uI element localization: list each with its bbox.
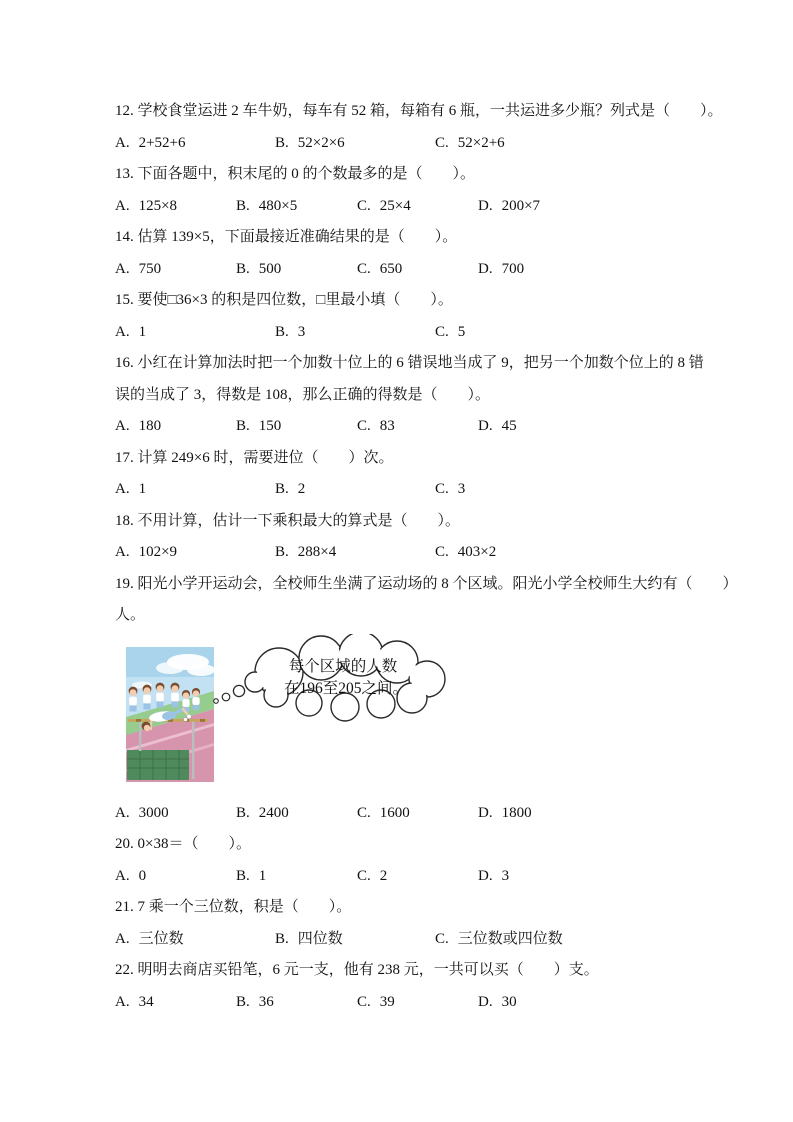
option-label: B. (275, 930, 289, 947)
option-label: C. (357, 418, 371, 434)
option-value: 500 (258, 260, 282, 277)
option-label: D. (478, 418, 493, 434)
option-value: 30 (501, 993, 517, 1010)
option-label: C. (357, 804, 371, 821)
option-label: B. (236, 867, 250, 884)
option-label: A. (115, 260, 130, 277)
question-16-option-c (357, 411, 478, 443)
option-value: 403×2 (457, 544, 497, 560)
option-label: B. (236, 197, 250, 214)
question-14-option-d (478, 254, 524, 286)
question-18-option-b (275, 537, 435, 569)
option-label: B. (236, 804, 250, 821)
question-20-options (115, 861, 733, 893)
option-value: 52×2+6 (457, 134, 505, 151)
question-13-option-b (236, 191, 357, 223)
option-value: 650 (379, 260, 403, 277)
question-16-text-line1: 16. 小红在计算加法时把一个加数十位上的 6 错误地当成了 9，把另一个加数个位上的 8 错 (115, 355, 704, 371)
question-15-option-a (115, 317, 275, 349)
question-22-option-a (115, 987, 236, 1019)
bubble-text-line1: 每个区域的人数 (288, 657, 398, 675)
question-20-option-d (478, 861, 509, 893)
question-22-options (115, 987, 733, 1019)
option-value: 1600 (379, 804, 410, 821)
option-label: C. (435, 323, 449, 340)
high-jump-illustration (115, 634, 680, 784)
question-15-text: 15. 要使□36×3 的积是四位数，□里最小填（ ）。 (115, 292, 453, 308)
option-value: 1800 (501, 804, 532, 821)
question-19-option-b (236, 798, 357, 830)
option-label: C. (435, 544, 449, 560)
option-label: B. (275, 544, 289, 560)
option-label: A. (115, 867, 130, 884)
option-value: 2 (379, 867, 388, 884)
option-label: A. (115, 323, 130, 340)
question-21-options (115, 924, 733, 956)
option-value: 1 (138, 481, 147, 497)
question-14-text: 14. 估算 139×5，下面最接近准确结果的是（ ）。 (115, 229, 458, 245)
question-12-option-a (115, 128, 275, 160)
option-label: B. (275, 481, 289, 497)
question-13-text: 13. 下面各题中，积末尾的 0 的个数最多的是（ ）。 (115, 166, 476, 182)
option-value: 83 (379, 418, 395, 434)
landing-mat (127, 750, 189, 780)
question-19-option-d (478, 798, 532, 830)
question-13-options (115, 191, 733, 223)
question-17-option-c (435, 474, 465, 506)
option-value: 25×4 (379, 197, 411, 214)
question-14-option-c (357, 254, 478, 286)
question-18-option-c (435, 537, 496, 569)
option-label: D. (478, 197, 493, 214)
option-label: C. (435, 930, 449, 947)
option-value: 3 (457, 481, 466, 497)
question-17-option-b (275, 474, 435, 506)
question-22-text: 22. 明明去商店买铅笔，6 元一支，他有 238 元，一共可以买（ ）支。 (115, 962, 599, 978)
bubble-text-line2: 在196至205之间。 (283, 679, 409, 697)
question-12-option-b (275, 128, 435, 160)
question-16-text-line2: 误的当成了 3，得数是 108，那么正确的得数是（ ）。 (115, 386, 491, 403)
option-value: 45 (501, 418, 517, 434)
question-12-option-c (435, 128, 505, 160)
question-19-text-line1: 19. 阳光小学开运动会，全校师生坐满了运动场的 8 个区域。阳光小学全校师生大约有（ ） (115, 575, 738, 592)
option-label: C. (357, 197, 371, 214)
question-18-options (115, 537, 733, 569)
question-22-option-b (236, 987, 357, 1019)
question-16-option-a (115, 411, 236, 443)
question-14-options (115, 254, 733, 286)
question-19-figure (115, 634, 733, 784)
question-19-text-line2: 人。 (115, 607, 146, 623)
question-20-text: 20. 0×38＝（ ）。 (115, 836, 251, 852)
option-value: 52×2×6 (297, 134, 345, 151)
question-15-option-b (275, 317, 435, 349)
option-label: A. (115, 804, 130, 821)
option-label: A. (115, 930, 130, 947)
option-value: 125×8 (138, 197, 178, 214)
question-17-options (115, 474, 733, 506)
question-20-option-a (115, 861, 236, 893)
option-value: 750 (138, 260, 162, 277)
question-19-option-a (115, 798, 236, 830)
option-label: C. (357, 993, 371, 1010)
question-17-text: 17. 计算 249×6 时，需要进位（ ）次。 (115, 449, 394, 466)
high-jump-photo (126, 647, 215, 782)
question-15-option-c (435, 317, 465, 349)
question-13-option-d (478, 191, 540, 223)
thought-dots (214, 685, 245, 703)
question-18-text: 18. 不用计算，估计一下乘积最大的算式是（ ）。 (115, 512, 461, 529)
option-value: 150 (258, 418, 282, 434)
option-value: 3000 (138, 804, 169, 821)
option-value: 700 (501, 260, 525, 277)
option-label: D. (478, 993, 493, 1010)
question-20-option-c (357, 861, 478, 893)
question-19-option-c (357, 798, 478, 830)
option-value: 0 (138, 867, 147, 884)
question-15-options (115, 317, 733, 349)
option-value: 1 (138, 323, 147, 340)
left-post (139, 721, 141, 751)
question-16-option-b (236, 411, 357, 443)
question-21-option-b (275, 924, 435, 956)
option-label: A. (115, 134, 130, 151)
option-value: 2+52+6 (138, 134, 186, 151)
question-20-option-b (236, 861, 357, 893)
right-post (192, 721, 194, 779)
option-value: 39 (379, 993, 395, 1010)
question-14-option-b (236, 254, 357, 286)
option-value: 3 (501, 867, 510, 884)
option-value: 3 (297, 323, 306, 340)
option-value: 四位数 (297, 930, 343, 947)
option-value: 36 (258, 993, 274, 1010)
question-22-option-c (357, 987, 478, 1019)
option-value: 288×4 (297, 544, 337, 560)
option-value: 三位数 (138, 930, 184, 947)
question-13-option-c (357, 191, 478, 223)
option-label: C. (435, 134, 449, 151)
question-12-options (115, 128, 733, 160)
option-label: A. (115, 481, 130, 497)
option-label: B. (275, 134, 289, 151)
question-16-options (115, 411, 733, 443)
option-label: C. (357, 260, 371, 277)
option-value: 180 (138, 418, 162, 434)
question-21-option-a (115, 924, 275, 956)
option-value: 102×9 (138, 544, 178, 560)
option-label: B. (236, 418, 250, 434)
option-label: A. (115, 993, 130, 1010)
question-18-option-a (115, 537, 275, 569)
question-16-option-d (478, 411, 517, 443)
option-value: 2 (297, 481, 306, 497)
option-value: 2400 (258, 804, 289, 821)
option-label: C. (357, 867, 371, 884)
option-label: B. (236, 260, 250, 277)
option-value: 34 (138, 993, 154, 1010)
question-17-option-a (115, 474, 275, 506)
option-label: D. (478, 804, 493, 821)
option-value: 200×7 (501, 197, 541, 214)
option-label: A. (115, 197, 130, 214)
option-label: A. (115, 418, 130, 434)
question-13-option-a (115, 191, 236, 223)
thought-bubble (245, 634, 445, 721)
question-12-text: 12. 学校食堂运进 2 车牛奶，每车有 52 箱，每箱有 6 瓶，一共运进多少瓶？列式是（ ）。 (115, 103, 723, 119)
option-label: A. (115, 544, 130, 560)
option-label: B. (275, 323, 289, 340)
question-19-options (115, 798, 733, 830)
option-label: C. (435, 481, 449, 497)
option-value: 1 (258, 867, 267, 884)
option-label: D. (478, 867, 493, 884)
question-21-text: 21. 7 乘一个三位数，积是（ ）。 (115, 899, 352, 915)
question-22-option-d (478, 987, 517, 1019)
question-14-option-a (115, 254, 236, 286)
option-label: B. (236, 993, 250, 1010)
option-value: 5 (457, 323, 466, 340)
option-label: D. (478, 260, 493, 277)
question-21-option-c (435, 924, 563, 956)
option-value: 三位数或四位数 (457, 930, 563, 947)
option-value: 480×5 (258, 197, 298, 214)
